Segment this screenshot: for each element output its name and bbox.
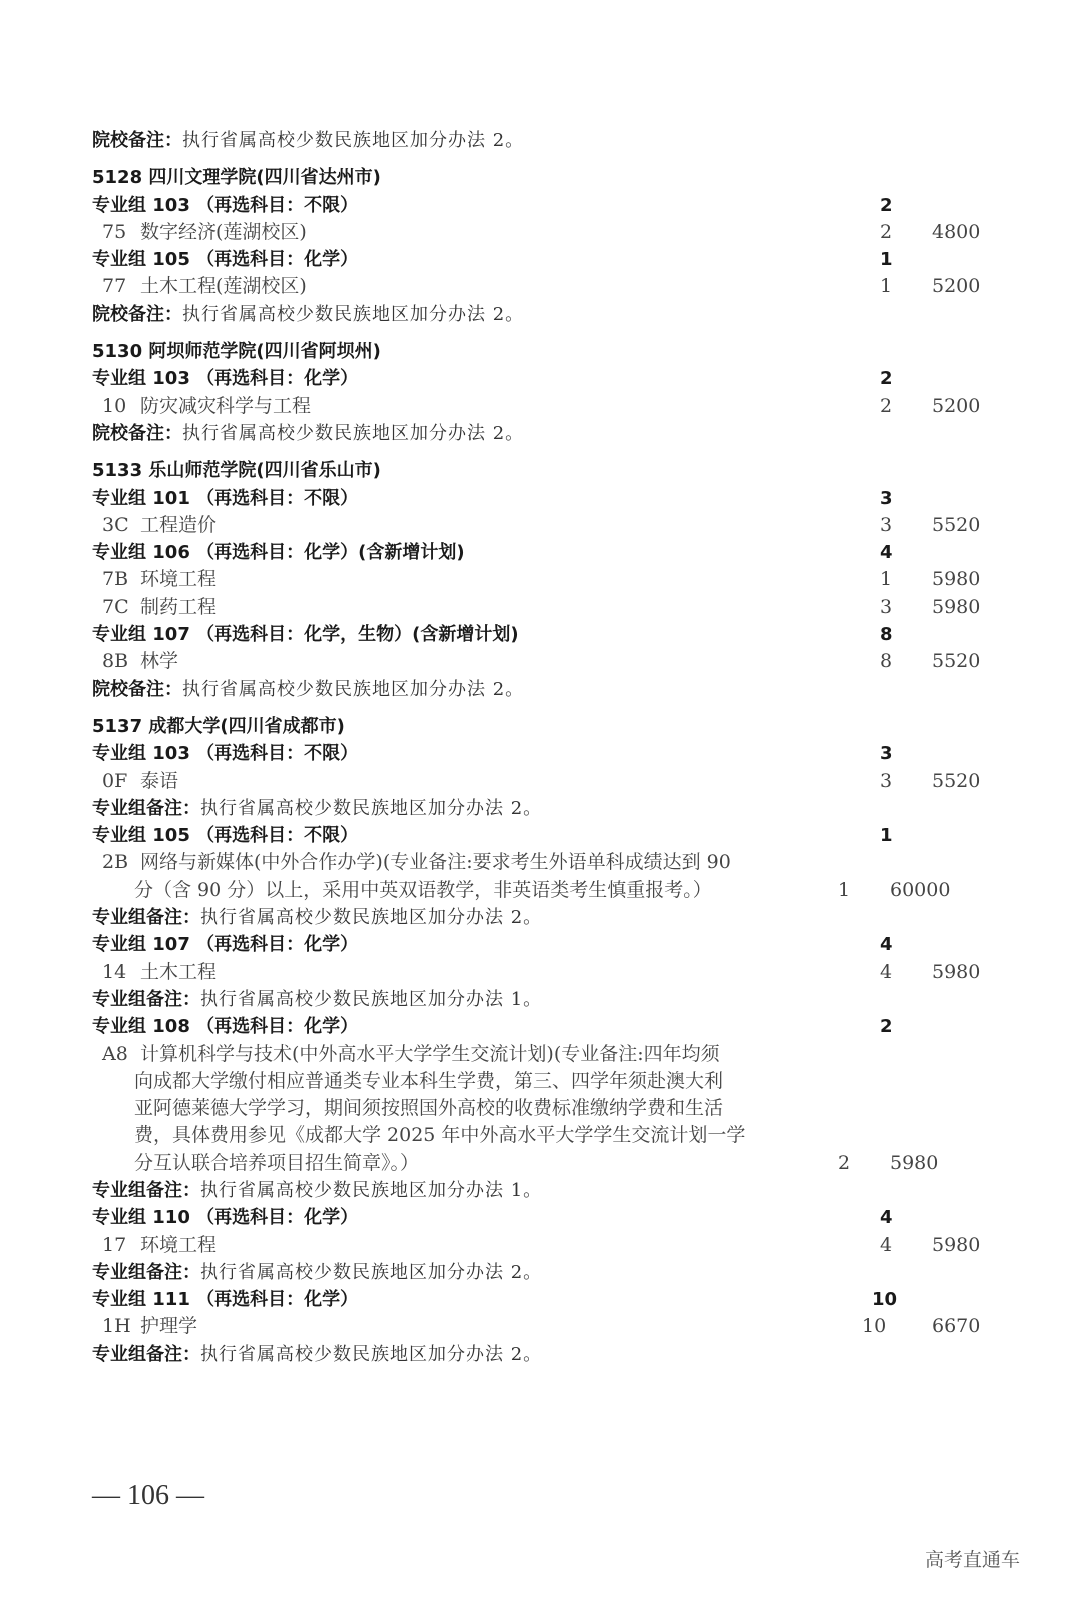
major-row: 0F 泰语 3 5520 bbox=[102, 769, 981, 792]
school-header: 5133 乐山师范学院(四川省乐山市) bbox=[92, 460, 381, 482]
group-row: 专业组 103 （再选科目：不限） 3 bbox=[92, 743, 893, 765]
major-row-continued: 亚阿德莱德大学学习，期间须按照国外高校的收费标准缴纳学费和生活 bbox=[134, 1097, 724, 1120]
major-row: 1H 护理学 10 6670 bbox=[102, 1315, 981, 1338]
group-row: 专业组 103 （再选科目：化学） 2 bbox=[92, 368, 893, 390]
major-row: 8B 林学 8 5520 bbox=[102, 650, 981, 673]
page-number: — 106 — bbox=[92, 1480, 204, 1511]
school-note: 院校备注：执行省属高校少数民族地区加分办法 2。 bbox=[92, 422, 525, 444]
group-count: 2 bbox=[880, 194, 893, 216]
major-row: 7C 制药工程 3 5980 bbox=[102, 595, 981, 618]
group-row: 专业组 105 （再选科目：化学） 1 bbox=[92, 249, 893, 271]
major-row-continued: 费，具体费用参见《成都大学 2025 年中外高水平大学学生交流计划一学 bbox=[134, 1124, 746, 1147]
group-row: 专业组 111 （再选科目：化学） 10 bbox=[92, 1289, 898, 1311]
major-row: 7B 环境工程 1 5980 bbox=[102, 568, 981, 591]
major-row-continued: 向成都大学缴付相应普通类专业本科生学费，第三、四学年须赴澳大利 bbox=[134, 1069, 724, 1092]
major-row: 17 环境工程 4 5980 bbox=[102, 1233, 981, 1256]
group-note: 专业组备注：执行省属高校少数民族地区加分办法 2。 bbox=[92, 1343, 543, 1365]
major-row: 3C 工程造价 3 5520 bbox=[102, 513, 981, 536]
group-note: 专业组备注：执行省属高校少数民族地区加分办法 1。 bbox=[92, 988, 543, 1010]
watermark: 高考直通车 bbox=[925, 1549, 1021, 1571]
school-note: 院校备注：执行省属高校少数民族地区加分办法 2。 bbox=[92, 303, 525, 325]
major-row: A8 计算机科学与技术(中外高水平大学学生交流计划)(专业备注:四年均须 bbox=[102, 1042, 720, 1065]
group-note: 专业组备注：执行省属高校少数民族地区加分办法 2。 bbox=[92, 1261, 543, 1283]
group-row: 专业组 105 （再选科目：不限） 1 bbox=[92, 825, 893, 847]
major-row: 77 土木工程(莲湖校区) 1 5200 bbox=[102, 275, 981, 298]
group-note: 专业组备注：执行省属高校少数民族地区加分办法 2。 bbox=[92, 907, 543, 929]
school-header: 5130 阿坝师范学院(四川省阿坝州) bbox=[92, 341, 381, 363]
group-row: 专业组 108 （再选科目：化学） 2 bbox=[92, 1016, 893, 1038]
group-note: 专业组备注：执行省属高校少数民族地区加分办法 1。 bbox=[92, 1179, 543, 1201]
group-row: 专业组 110 （再选科目：化学） 4 bbox=[92, 1207, 893, 1229]
school-note: 院校备注：执行省属高校少数民族地区加分办法 2。 bbox=[92, 678, 525, 700]
group-row: 专业组 106 （再选科目：化学）(含新增计划) 4 bbox=[92, 542, 893, 564]
school-section bbox=[92, 164, 1012, 328]
document-page bbox=[92, 127, 1012, 1368]
school-section bbox=[92, 457, 1012, 703]
major-row: 75 数字经济(莲湖校区) 2 4800 bbox=[102, 220, 981, 243]
major-row-continued: 分（含 90 分）以上，采用中英双语教学，非英语类考生慎重报考。） 1 60000 bbox=[134, 878, 951, 901]
school-note: 院校备注：执行省属高校少数民族地区加分办法 2。 bbox=[92, 130, 525, 151]
group-row: 专业组 107 （再选科目：化学） 4 bbox=[92, 934, 893, 956]
school-section bbox=[92, 338, 1012, 447]
group-row: 专业组 103 （再选科目：不限） 2 bbox=[92, 192, 1012, 219]
group-row: 专业组 101 （再选科目：不限） 3 bbox=[92, 487, 893, 509]
school-header: 5128 四川文理学院(四川省达州市) bbox=[92, 167, 381, 189]
school-section bbox=[92, 713, 1012, 1368]
group-note: 专业组备注：执行省属高校少数民族地区加分办法 2。 bbox=[92, 797, 543, 819]
major-row: 2B 网络与新媒体(中外合作办学)(专业备注:要求考生外语单科成绩达到 90 bbox=[102, 851, 731, 874]
major-row: 10 防灾减灾科学与工程 2 5200 bbox=[102, 394, 981, 417]
major-row-continued: 分互认联合培养项目招生简章》。） 2 5980 bbox=[134, 1151, 939, 1174]
school-header: 5137 成都大学(四川省成都市) bbox=[92, 715, 345, 737]
group-row: 专业组 107 （再选科目：化学，生物）(含新增计划) 8 bbox=[92, 624, 893, 646]
major-row: 14 土木工程 4 5980 bbox=[102, 960, 981, 983]
